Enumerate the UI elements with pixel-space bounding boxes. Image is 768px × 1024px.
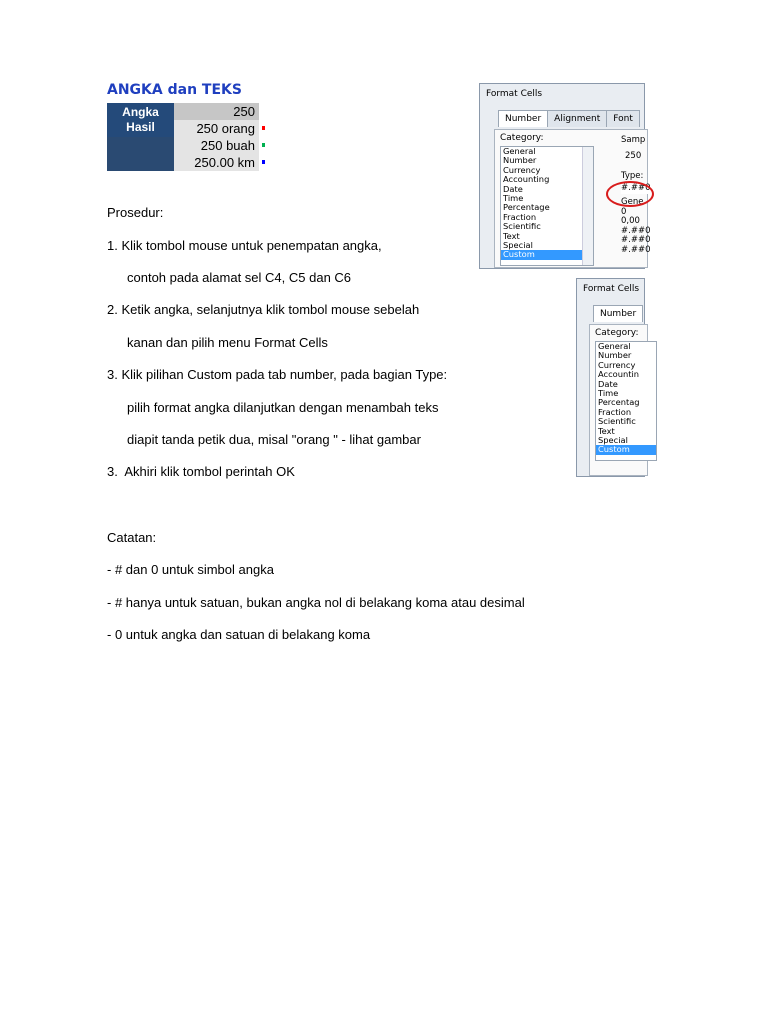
list-item[interactable]: Currency [598,359,636,370]
procedure-line: 1. Klik tombol mouse untuk penempatan angka, [107,237,382,253]
table-row [107,137,271,154]
tab-alignment[interactable]: Alignment [547,110,607,127]
type-input[interactable]: #.##0 [621,183,651,193]
list-item[interactable]: 0,00 [621,216,640,227]
procedure-line: kanan dan pilih menu Format Cells [127,334,328,350]
page-title: ANGKA dan TEKS [107,82,242,98]
list-item[interactable]: General [598,341,631,351]
procedure-line: 3. Akhiri klik tombol perintah OK [107,464,295,480]
sample-label: Samp [621,135,646,145]
format-cells-dialog-screenshot-1 [479,83,651,269]
list-item[interactable]: Date [503,183,523,194]
list-item[interactable]: Text [503,230,520,241]
procedure-line: 2. Ketik angka, selanjutnya klik tombol mouse sebelah [107,302,420,318]
table-row [107,154,271,171]
list-item[interactable]: Number [598,350,632,361]
list-item[interactable]: #.##0 [621,244,651,255]
tab-font[interactable]: Font [606,110,640,127]
category-label: Category: [595,328,639,338]
spreadsheet-table [107,103,271,171]
cell-label-hasil[interactable]: Hasil [107,120,174,137]
list-item[interactable]: Gene [621,197,644,207]
tab-number[interactable]: Number [498,110,548,127]
cell-result-2[interactable]: 250 buah [174,137,259,154]
list-item[interactable]: 0 [621,206,627,217]
list-item[interactable]: Percentag [598,397,640,408]
notes-line: - 0 untuk angka dan satuan di belakang koma [107,627,371,643]
type-label: Type: [621,171,644,181]
table-row [107,103,271,120]
list-item[interactable]: Number [503,155,537,166]
cell-value-angka[interactable]: 250 [174,103,259,120]
procedure-line: 3. Klik pilihan Custom pada tab number, pada bagian Type: [107,367,448,383]
procedure-line: pilih format angka dilanjutkan dengan menambah teks [127,399,439,415]
list-item[interactable]: #.##0 [621,235,651,246]
cell-result-1[interactable]: 250 orang [174,120,259,137]
marker-green [259,137,271,154]
list-item[interactable]: Accounting [503,174,550,185]
list-item[interactable]: Text [598,425,615,436]
category-list[interactable] [595,341,657,461]
format-cells-dialog-screenshot-2 [576,278,645,477]
list-item[interactable]: Percentage [503,202,550,213]
procedure-heading: Prosedur: [107,205,164,221]
cell-label-angka[interactable]: Angka [107,103,174,120]
list-item[interactable]: General [503,146,536,156]
list-item[interactable]: Scientific [598,416,636,427]
marker-blue [259,154,271,171]
scrollbar[interactable] [582,147,593,265]
category-list[interactable] [500,146,594,266]
list-item[interactable]: Currency [503,164,541,175]
list-item[interactable]: Fraction [503,211,537,222]
tab-number[interactable]: Number [593,305,643,322]
list-item[interactable]: Scientific [503,221,541,232]
list-item[interactable]: Special [598,435,628,446]
dialog-caption: Format Cells [486,89,543,99]
list-item-selected[interactable]: Custom [596,445,656,454]
list-item[interactable]: Special [503,240,533,251]
highlight-oval [606,181,654,207]
procedure-line: diapit tanda petik dua, misal "orang " - lihat gambar [127,432,421,448]
list-item[interactable]: Time [598,388,619,399]
notes-line: - # dan 0 untuk simbol angka [107,562,274,578]
list-item[interactable]: Time [503,193,524,204]
cell-result-3[interactable]: 250.00 km [174,154,259,171]
dialog-caption: Format Cells [583,284,640,294]
instructions [107,189,525,660]
list-item[interactable]: Date [598,378,618,389]
notes-line: - # hanya untuk satuan, bukan angka nol di belakang koma atau desimal [107,594,525,610]
list-item[interactable]: Accountin [598,369,640,380]
notes-heading: Catatan: [107,530,157,546]
procedure-line: contoh pada alamat sel C4, C5 dan C6 [127,270,352,286]
table-row [107,120,271,137]
list-item[interactable]: Fraction [598,406,632,417]
list-item[interactable]: #.##0 [621,225,651,236]
list-item-selected[interactable]: Custom [501,250,593,259]
sample-value: 250 [625,151,642,161]
category-label: Category: [500,133,544,143]
marker-red [259,120,271,137]
